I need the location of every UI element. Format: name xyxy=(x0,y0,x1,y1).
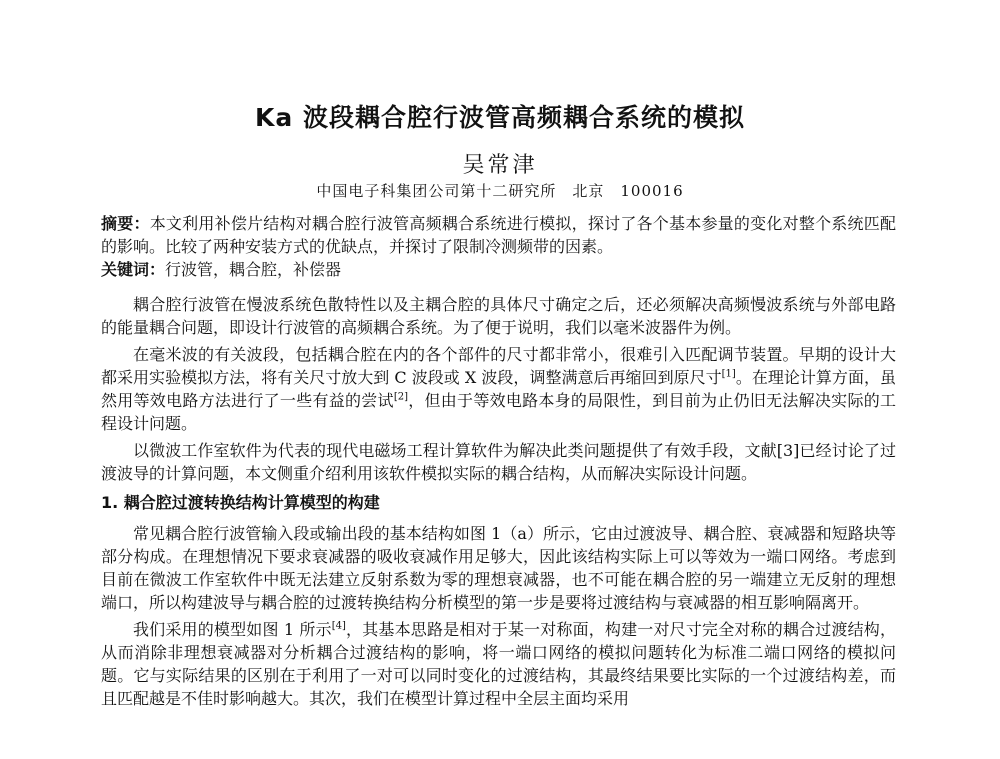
author-affiliation: 中国电子科集团公司第十二研究所 北京 100016 xyxy=(316,182,684,200)
paper-title: Ka 波段耦合腔行波管高频耦合系统的模拟 xyxy=(255,103,745,132)
paper-body xyxy=(101,293,896,714)
intro-paragraph-2 xyxy=(101,343,896,435)
citation-ref-1: [1] xyxy=(721,368,736,380)
section-1-paragraph-1: 常见耦合腔行波管输入段或输出段的基本结构如图 1（a）所示，它由过渡波导、耦合腔、衰减器和短路块等部分构成。在理想情况下要求衰减器的吸收衰减作用足够大，因此该结构实际上可以等效为一端口网络。考虑到目前在微波工作室软件中既无法建立反射系数为零的理想衰减器，也不可能在耦合腔的另一端建立无反射的理想端口，所以构建波导与耦合腔的过渡转换结构分析模型的第一步是要将过渡结构与衰减器的相互影响隔离开。 xyxy=(101,524,896,612)
intro-p2-part-b: 。在理论计算方面，虽然用等效电路方法进行了一些有益的尝试 xyxy=(101,368,896,410)
author-name: 吴常津 xyxy=(462,153,538,178)
citation-ref-2: [2] xyxy=(393,391,408,403)
intro-p2-part-c: ，但由于等效电路本身的局限性，到目前为止仍旧无法解决实际的工程设计问题。 xyxy=(101,391,896,433)
citation-ref-4: [4] xyxy=(331,620,346,632)
abstract-text: 本文利用补偿片结构对耦合腔行波管高频耦合系统进行模拟，探讨了各个基本参量的变化对整个系统匹配的影响。比较了两种安装方式的优缺点，并探讨了限制冷测频带的因素。 xyxy=(101,214,896,256)
intro-paragraph-3: 以微波工作室软件为代表的现代电磁场工程计算软件为解决此类问题提供了有效手段，文献[3]已经讨论了过渡波导的计算问题，本文侧重介绍利用该软件模拟实际的耦合结构，从而解决实际设计问题。 xyxy=(101,441,896,483)
abstract-label: 摘要： xyxy=(101,214,150,233)
intro-p2-part-a: 在毫米波的有关波段，包括耦合腔在内的各个部件的尺寸都非常小，很难引入匹配调节装置。早期的设计大都采用实验模拟方法，将有关尺寸放大到 C 波段或 X 波段，调整满意后再缩回到原尺寸 xyxy=(101,345,896,387)
intro-paragraph-1: 耦合腔行波管在慢波系统色散特性以及主耦合腔的具体尺寸确定之后，还必须解决高频慢波系统与外部电路的能量耦合问题，即设计行波管的高频耦合系统。为了便于说明，我们以毫米波器件为例。 xyxy=(101,295,896,337)
section-1-heading: 1. 耦合腔过渡转换结构计算模型的构建 xyxy=(101,493,380,512)
section-1-p2-part-a: 我们采用的模型如图 1 所示 xyxy=(133,620,332,639)
section-1-p2-part-b: ，其基本思路是相对于某一对称面，构建一对尺寸完全对称的耦合过渡结构，从而消除非理想衰减器对分析耦合过渡结构的影响，将一端口网络的模拟问题转化为标准二端口网络的模拟问题。它与实际结果的区别在于利用了一对可以同时变化的过渡结构，其最终结果要比实际的一个过渡结构差，而且匹配越是不佳时影响越大。其次，我们在模型计算过程中全层主面均采用 xyxy=(101,620,896,708)
keywords xyxy=(101,258,896,281)
keywords-text: 行波管，耦合腔，补偿器 xyxy=(165,260,342,279)
abstract xyxy=(101,212,896,258)
section-1-paragraph-2 xyxy=(101,618,896,710)
keywords-label: 关键词： xyxy=(101,260,166,279)
